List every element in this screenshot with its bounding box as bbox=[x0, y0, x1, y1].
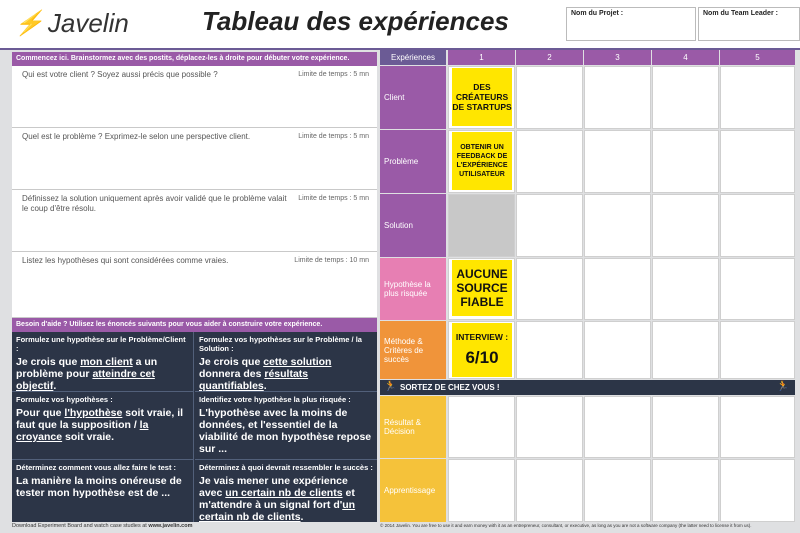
grid-cell[interactable] bbox=[584, 194, 651, 257]
row-label-problem: Problème bbox=[380, 130, 446, 193]
grid-cell[interactable] bbox=[584, 66, 651, 129]
help-test: Déterminez comment vous allez faire le test : La manière la moins onéreuse de tester mon hypothèse est de ... bbox=[12, 460, 194, 522]
question-text: Qui est votre client ? Soyez aussi précis que possible ? bbox=[22, 70, 218, 79]
column-header: 5 bbox=[720, 50, 795, 65]
time-limit: Limite de temps : 5 mn bbox=[298, 71, 369, 78]
help-problem-client: Formulez une hypothèse sur le Problème/Client : Je crois que mon client a un problème pour atteindre cet objectif. bbox=[12, 332, 194, 392]
row-label-learning: Apprentissage bbox=[380, 459, 446, 522]
column-header: 3 bbox=[584, 50, 651, 65]
time-limit: Limite de temps : 5 mn bbox=[298, 133, 369, 140]
javelin-bolt-icon: ⚡ bbox=[14, 10, 44, 37]
grid-cell[interactable] bbox=[652, 396, 719, 458]
grid-cell[interactable] bbox=[720, 194, 795, 257]
grid-cell[interactable] bbox=[652, 321, 719, 379]
project-name-label: Nom du Projet : bbox=[571, 10, 624, 17]
grid-cell[interactable] bbox=[720, 321, 795, 379]
grid-cell[interactable] bbox=[516, 66, 583, 129]
column-header: 2 bbox=[516, 50, 583, 65]
project-name-field[interactable] bbox=[566, 7, 696, 41]
help-problem-solution: Formulez vos hypothèses sur le Problème / la Solution : Je crois que cette solution donnera des résultats quantifiables. bbox=[195, 332, 377, 392]
page-title: Tableau des expériences bbox=[202, 6, 509, 36]
footer-download: Download Experiment Board and watch case studies at www.javelin.com bbox=[12, 523, 193, 529]
grid-cell[interactable] bbox=[516, 258, 583, 320]
grid-cell[interactable] bbox=[448, 459, 515, 522]
question-solution[interactable] bbox=[12, 190, 377, 252]
grid-cell[interactable] bbox=[516, 396, 583, 458]
runner-icon: 🏃 bbox=[776, 381, 789, 392]
sticky-note-method[interactable]: INTERVIEW : 6/10 bbox=[452, 323, 512, 377]
grid-cell[interactable] bbox=[584, 459, 651, 522]
question-client[interactable] bbox=[12, 66, 377, 128]
time-limit: Limite de temps : 10 mn bbox=[294, 257, 369, 264]
footer-copyright: © 2014 Javelin. You are free to use it and earn money with it as an entrepreneur, consultant, or executive, as long as you are not a software company (the latter need to license it from us). bbox=[380, 523, 752, 528]
question-text: Quel est le problème ? Exprimez-le selon une perspective client. bbox=[22, 132, 251, 141]
help-bar: Besoin d'aide ? Utilisez les énoncés suivants pour vous aider à construire votre expérience. bbox=[12, 318, 377, 332]
grid-cell[interactable] bbox=[720, 66, 795, 129]
grid-cell[interactable] bbox=[720, 459, 795, 522]
team-leader-label: Nom du Team Leader : bbox=[703, 10, 778, 17]
question-text: Définissez la solution uniquement après avoir validé que le problème valait le coup d'être résolu. bbox=[22, 194, 287, 213]
grid-cell[interactable] bbox=[652, 130, 719, 193]
help-hypotheses: Formulez vos hypothèses : Pour que l'hypothèse soit vraie, il faut que la supposition / la croyance soit vraie. bbox=[12, 392, 194, 460]
sortez-banner: 🏃 SORTEZ DE CHEZ VOUS ! 🏃 bbox=[380, 380, 795, 395]
row-label-method: Méthode & Critères de succès bbox=[380, 321, 446, 379]
grid-cell[interactable] bbox=[720, 130, 795, 193]
question-problem[interactable] bbox=[12, 128, 377, 190]
help-riskiest: Identifiez votre hypothèse la plus risquée : L'hypothèse avec la moins de données, et l'essentiel de la viabilité de mon hypothèse repose sur ... bbox=[195, 392, 377, 460]
start-bar: Commencez ici. Brainstormez avec des postits, déplacez-les à droite pour débuter votre expérience. bbox=[12, 52, 377, 66]
grid-cell[interactable] bbox=[584, 130, 651, 193]
sticky-note-problem[interactable]: OBTENIR UN FEEDBACK DE L'EXPÉRIENCE UTILISATEUR bbox=[452, 132, 512, 190]
sticky-note-riskiest[interactable]: AUCUNE SOURCE FIABLE bbox=[452, 260, 512, 316]
row-label-solution: Solution bbox=[380, 194, 446, 257]
grid-corner: Expériences bbox=[380, 50, 446, 65]
sticky-note-client[interactable]: DES CRÉATEURS DE STARTUPS bbox=[452, 68, 512, 126]
grid-cell[interactable] bbox=[448, 396, 515, 458]
help-panel bbox=[12, 332, 377, 522]
grid-cell[interactable] bbox=[720, 396, 795, 458]
grid-cell[interactable] bbox=[720, 258, 795, 320]
runner-icon: 🏃 bbox=[384, 381, 397, 392]
column-header: 4 bbox=[652, 50, 719, 65]
question-text: Listez les hypothèses qui sont considérées comme vraies. bbox=[22, 256, 229, 265]
grid-cell[interactable] bbox=[584, 321, 651, 379]
column-header: 1 bbox=[448, 50, 515, 65]
grid-cell[interactable] bbox=[516, 321, 583, 379]
grid-cell[interactable] bbox=[652, 258, 719, 320]
grid-cell[interactable] bbox=[584, 258, 651, 320]
grid-cell[interactable] bbox=[652, 66, 719, 129]
row-label-result: Résultat & Décision bbox=[380, 396, 446, 458]
row-label-riskiest: Hypothèse la plus risquée bbox=[380, 258, 446, 320]
header bbox=[0, 0, 800, 48]
grid-cell[interactable] bbox=[516, 130, 583, 193]
help-success: Déterminez à quoi devrait ressembler le succès : Je vais mener une expérience avec un certain nb de clients et m'attendre à un signal fort d'un certain nb de clients. bbox=[199, 463, 373, 523]
grid-cell[interactable] bbox=[516, 459, 583, 522]
grid-cell[interactable] bbox=[652, 194, 719, 257]
question-hypotheses[interactable] bbox=[12, 252, 377, 318]
time-limit: Limite de temps : 5 mn bbox=[298, 195, 369, 202]
row-label-client: Client bbox=[380, 66, 446, 129]
grid-cell[interactable] bbox=[448, 194, 515, 257]
grid-cell[interactable] bbox=[652, 459, 719, 522]
grid-cell[interactable] bbox=[516, 194, 583, 257]
grid-cell[interactable] bbox=[584, 396, 651, 458]
javelin-logo: ⚡ Javelin bbox=[14, 8, 129, 38]
team-leader-field[interactable] bbox=[698, 7, 800, 41]
